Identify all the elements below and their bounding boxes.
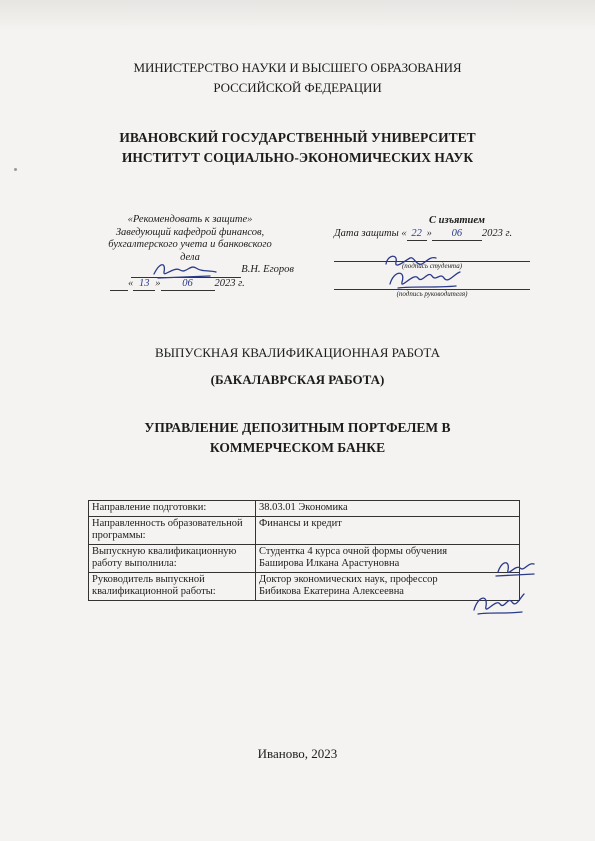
ministry-line-1: МИНИСТЕРСТВО НАУКИ И ВЫСШЕГО ОБРАЗОВАНИЯ	[133, 60, 462, 75]
student-signature-line	[334, 247, 530, 262]
approval-recommendation	[80, 214, 300, 291]
table-row	[89, 517, 520, 545]
head-of-dept-line: Заведующий кафедрой финансов,	[115, 226, 265, 238]
work-title	[0, 418, 595, 458]
date-quote-close: »	[155, 277, 161, 289]
head-signature-line	[80, 264, 300, 278]
defense-date-day: 22	[407, 227, 427, 241]
table-cell-value: 38.03.01 Экономика	[256, 501, 520, 517]
dept-line: бухгалтерского учета и банковского	[108, 239, 272, 250]
work-degree-line: (БАКАЛАВРСКАЯ РАБОТА)	[210, 372, 385, 387]
institute-name: ИНСТИТУТ СОЦИАЛЬНО-ЭКОНОМИЧЕСКИХ НАУК	[121, 150, 474, 165]
table-cell-label: Направленность образовательной программы:	[89, 517, 256, 545]
ministry-header	[0, 58, 595, 98]
date-quote-open: «	[128, 277, 134, 289]
table-row	[89, 573, 520, 601]
work-title-line-2: КОММЕРЧЕСКОМ БАНКЕ	[209, 440, 386, 455]
restriction-title: С изъятием	[429, 215, 485, 226]
recommend-line: «Рекомендовать к защите»	[127, 214, 253, 225]
scan-shadow	[0, 0, 595, 30]
recommend-date-year: 2023 г.	[214, 277, 245, 289]
work-type	[0, 342, 595, 391]
dept-line-end: дела	[180, 251, 200, 263]
university-header	[0, 128, 595, 168]
ministry-line-2: РОССИЙСКОЙ ФЕДЕРАЦИИ	[213, 80, 382, 95]
supervisor-signature-line	[334, 275, 530, 290]
defense-date-month: 06	[432, 227, 482, 241]
student-signature-caption: (подпись студента)	[401, 262, 463, 270]
recommend-date-month: 06	[161, 278, 215, 292]
university-name: ИВАНОВСКИЙ ГОСУДАРСТВЕННЫЙ УНИВЕРСИТЕТ	[119, 130, 476, 145]
table-cell-label: Выпускную квалификационную работу выполнила:	[89, 545, 256, 573]
city-year: Иваново, 2023	[257, 746, 338, 761]
defense-date-label: Дата защиты «	[334, 228, 407, 239]
table-cell-value: Студентка 4 курса очной формы обучения Баширова Илкана Арастуновна	[256, 545, 520, 573]
scan-speck	[14, 168, 17, 171]
head-signer-name: В.Н. Егоров	[241, 264, 294, 275]
work-title-line-1: УПРАВЛЕНИЕ ДЕПОЗИТНЫМ ПОРТФЕЛЕМ В	[144, 420, 451, 435]
date-quote-close: »	[426, 228, 432, 239]
recommend-date-day: 13	[133, 278, 155, 292]
table-cell-value: Финансы и кредит	[256, 517, 520, 545]
table-cell-value: Доктор экономических наук, профессор Бибикова Екатерина Алексеевна	[256, 573, 520, 601]
table-cell-label: Направление подготовки:	[89, 501, 256, 517]
recommend-date	[80, 278, 300, 292]
work-type-line: ВЫПУСКНАЯ КВАЛИФИКАЦИОННАЯ РАБОТА	[154, 345, 441, 360]
supervisor-signature-caption: (подпись руководителя)	[396, 290, 468, 298]
defense-date	[334, 227, 530, 241]
table-cell-label: Руководитель выпускной квалификационной работы:	[89, 573, 256, 601]
approval-defense	[334, 214, 530, 299]
signature-underline	[131, 264, 241, 278]
table-row	[89, 545, 520, 573]
info-table	[88, 500, 520, 601]
table-row	[89, 501, 520, 517]
defense-date-year: 2023 г.	[481, 228, 513, 239]
